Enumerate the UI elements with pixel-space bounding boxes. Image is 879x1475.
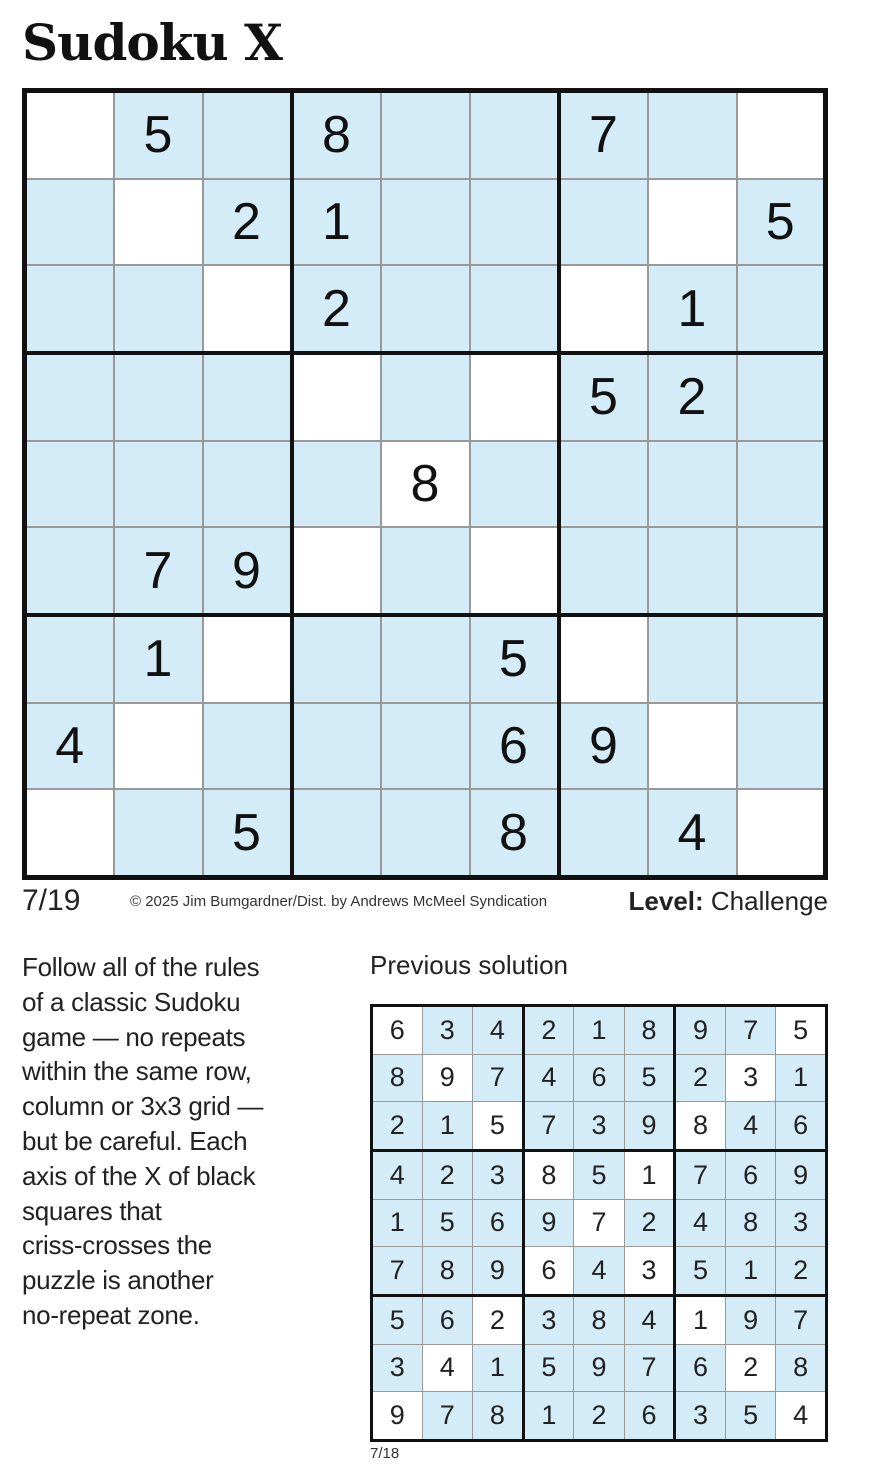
solution-cell: 4: [523, 1054, 574, 1101]
solution-cell: 5: [574, 1150, 625, 1199]
previous-solution-heading: Previous solution: [370, 950, 568, 980]
puzzle-cell[interactable]: [203, 91, 292, 179]
puzzle-cell[interactable]: [381, 265, 470, 353]
solution-cell-row: [372, 1006, 827, 1055]
sudoku-puzzle-grid: [22, 88, 828, 880]
solution-cell: 8: [422, 1247, 473, 1296]
solution-cell: 2: [422, 1150, 473, 1199]
solution-cell: 6: [725, 1150, 776, 1199]
puzzle-cell[interactable]: [737, 353, 826, 441]
puzzle-cell[interactable]: [203, 441, 292, 527]
solution-cell: 3: [574, 1102, 625, 1151]
puzzle-cell[interactable]: [292, 615, 381, 703]
puzzle-cell[interactable]: [470, 91, 559, 179]
puzzle-cell[interactable]: [292, 789, 381, 877]
puzzle-cell[interactable]: [25, 265, 114, 353]
solution-cell: 9: [574, 1344, 625, 1391]
solution-cell: 6: [523, 1247, 574, 1296]
solution-cell-row: [372, 1150, 827, 1199]
puzzle-cell[interactable]: [203, 703, 292, 789]
puzzle-cell[interactable]: [203, 353, 292, 441]
puzzle-cell[interactable]: [203, 615, 292, 703]
solution-cell: 7: [422, 1392, 473, 1441]
previous-solution-date: 7/18: [370, 1445, 400, 1462]
puzzle-cell[interactable]: [737, 265, 826, 353]
solution-cell: 1: [422, 1102, 473, 1151]
solution-cell: 6: [574, 1054, 625, 1101]
puzzle-cell[interactable]: [559, 441, 648, 527]
puzzle-cell-row: [25, 441, 826, 527]
solution-cell: 9: [473, 1247, 524, 1296]
solution-cell: 9: [372, 1392, 423, 1441]
puzzle-cell[interactable]: [381, 703, 470, 789]
solution-cell: 4: [776, 1392, 827, 1441]
puzzle-cell[interactable]: [25, 441, 114, 527]
solution-cell: 1: [473, 1344, 524, 1391]
puzzle-cell[interactable]: [559, 615, 648, 703]
solution-cell: 5: [473, 1102, 524, 1151]
solution-cell: 5: [372, 1295, 423, 1344]
puzzle-cell[interactable]: [114, 179, 203, 265]
solution-cell: 4: [422, 1344, 473, 1391]
solution-cell: 3: [776, 1199, 827, 1246]
puzzle-cell[interactable]: [114, 789, 203, 877]
solution-cell: 4: [473, 1006, 524, 1055]
solution-cell: 8: [372, 1054, 423, 1101]
puzzle-cell[interactable]: [114, 265, 203, 353]
solution-cell: 9: [422, 1054, 473, 1101]
puzzle-cell[interactable]: 4: [648, 789, 737, 877]
puzzle-cell[interactable]: [114, 441, 203, 527]
puzzle-cell[interactable]: 8: [381, 441, 470, 527]
puzzle-date: 7/19: [22, 884, 81, 917]
solution-cell: 5: [422, 1199, 473, 1246]
solution-cell: 9: [523, 1199, 574, 1246]
puzzle-cell-row: [25, 353, 826, 441]
puzzle-cell[interactable]: [470, 353, 559, 441]
solution-cell: 7: [574, 1199, 625, 1246]
solution-cell-row: [372, 1199, 827, 1246]
instructions-text: Follow all of the rules of a classic Sudoku game — no repeats within the same row, column or 3x3 grid — but be careful. Each axis of the X of black squares that criss-crosses the puzzle is another no-repeat zone.: [22, 952, 264, 1330]
solution-cell-row: [372, 1054, 827, 1101]
solution-cell: 3: [675, 1392, 726, 1441]
level-label: Level:: [628, 886, 704, 916]
solution-cell-row: [372, 1392, 827, 1441]
puzzle-cell[interactable]: [381, 179, 470, 265]
puzzle-cell[interactable]: [470, 527, 559, 615]
puzzle-cell[interactable]: 1: [292, 179, 381, 265]
solution-cell: 8: [675, 1102, 726, 1151]
puzzle-cell[interactable]: [737, 789, 826, 877]
puzzle-cell[interactable]: [25, 789, 114, 877]
solution-cell: 2: [675, 1054, 726, 1101]
puzzle-cell[interactable]: 5: [114, 91, 203, 179]
puzzle-cell[interactable]: [559, 179, 648, 265]
solution-cell: 3: [372, 1344, 423, 1391]
puzzle-cell[interactable]: [648, 527, 737, 615]
solution-cell: 4: [574, 1247, 625, 1296]
solution-cell: 7: [776, 1295, 827, 1344]
solution-cell: 1: [725, 1247, 776, 1296]
puzzle-cell[interactable]: [648, 615, 737, 703]
previous-solution-grid: [370, 1004, 828, 1442]
puzzle-cell[interactable]: [292, 527, 381, 615]
solution-cell: 3: [725, 1054, 776, 1101]
puzzle-cell[interactable]: [25, 353, 114, 441]
solution-cell: 8: [776, 1344, 827, 1391]
puzzle-cell[interactable]: [25, 527, 114, 615]
puzzle-cell[interactable]: [648, 703, 737, 789]
puzzle-cell[interactable]: 6: [470, 703, 559, 789]
puzzle-cell[interactable]: 5: [559, 353, 648, 441]
solution-cell: 2: [473, 1295, 524, 1344]
puzzle-cell[interactable]: [737, 527, 826, 615]
solution-cell: 6: [473, 1199, 524, 1246]
puzzle-cell[interactable]: 4: [25, 703, 114, 789]
solution-cell-row: [372, 1102, 827, 1151]
puzzle-cell[interactable]: 2: [292, 265, 381, 353]
puzzle-cell[interactable]: [737, 441, 826, 527]
solution-cell: 5: [523, 1344, 574, 1391]
puzzle-cell[interactable]: 9: [559, 703, 648, 789]
solution-cell: 2: [523, 1006, 574, 1055]
puzzle-cell-row: [25, 91, 826, 179]
solution-cell: 4: [372, 1150, 423, 1199]
puzzle-cell[interactable]: [25, 91, 114, 179]
solution-cell: 3: [523, 1295, 574, 1344]
solution-cell: 1: [523, 1392, 574, 1441]
solution-cell: 6: [422, 1295, 473, 1344]
solution-cell: 4: [725, 1102, 776, 1151]
puzzle-cell[interactable]: 1: [114, 615, 203, 703]
puzzle-cell[interactable]: 7: [559, 91, 648, 179]
puzzle-cell-row: [25, 703, 826, 789]
solution-cell: 8: [725, 1199, 776, 1246]
puzzle-cell[interactable]: 5: [203, 789, 292, 877]
solution-cell: 6: [372, 1006, 423, 1055]
puzzle-cell[interactable]: [381, 527, 470, 615]
solution-cell: 7: [523, 1102, 574, 1151]
puzzle-cell[interactable]: 7: [114, 527, 203, 615]
solution-cell: 1: [372, 1199, 423, 1246]
solution-cell: 7: [372, 1247, 423, 1296]
puzzle-cell[interactable]: [470, 265, 559, 353]
solution-cell: 4: [624, 1295, 675, 1344]
solution-cell: 2: [725, 1344, 776, 1391]
solution-cell: 7: [473, 1054, 524, 1101]
puzzle-cell[interactable]: [648, 91, 737, 179]
puzzle-cell[interactable]: [114, 353, 203, 441]
puzzle-cell[interactable]: [559, 265, 648, 353]
solution-cell: 9: [725, 1295, 776, 1344]
puzzle-cell[interactable]: [559, 527, 648, 615]
puzzle-cell[interactable]: [470, 179, 559, 265]
puzzle-cell[interactable]: [292, 353, 381, 441]
puzzle-cell[interactable]: 1: [648, 265, 737, 353]
solution-cell: 2: [776, 1247, 827, 1296]
puzzle-cell[interactable]: [737, 91, 826, 179]
copyright-notice: © 2025 Jim Bumgardner/Dist. by Andrews McMeel Syndication: [130, 893, 548, 910]
solution-cell: 9: [776, 1150, 827, 1199]
puzzle-title: Sudoku X: [22, 13, 282, 72]
solution-cell: 1: [624, 1150, 675, 1199]
solution-cell: 1: [675, 1295, 726, 1344]
puzzle-cell[interactable]: 8: [292, 91, 381, 179]
solution-cell: 8: [624, 1006, 675, 1055]
solution-cell: 5: [675, 1247, 726, 1296]
puzzle-cell[interactable]: [737, 615, 826, 703]
puzzle-cell[interactable]: [648, 179, 737, 265]
solution-cell: 5: [725, 1392, 776, 1441]
solution-cell: 5: [776, 1006, 827, 1055]
puzzle-cell[interactable]: [381, 789, 470, 877]
solution-cell: 3: [422, 1006, 473, 1055]
solution-cell-row: [372, 1344, 827, 1391]
puzzle-cell-row: [25, 527, 826, 615]
puzzle-cell[interactable]: 2: [203, 179, 292, 265]
puzzle-cell[interactable]: 5: [737, 179, 826, 265]
puzzle-cell-row: [25, 789, 826, 877]
solution-cell: 8: [473, 1392, 524, 1441]
solution-cell: 3: [624, 1247, 675, 1296]
puzzle-cell[interactable]: [381, 353, 470, 441]
solution-cell: 7: [725, 1006, 776, 1055]
solution-cell: 2: [372, 1102, 423, 1151]
solution-cell: 7: [675, 1150, 726, 1199]
solution-cell: 9: [675, 1006, 726, 1055]
solution-cell: 6: [624, 1392, 675, 1441]
puzzle-cell[interactable]: 5: [470, 615, 559, 703]
puzzle-cell-row: [25, 615, 826, 703]
puzzle-cell-row: [25, 179, 826, 265]
solution-cell: 2: [624, 1199, 675, 1246]
solution-cell: 5: [624, 1054, 675, 1101]
puzzle-cell[interactable]: [559, 789, 648, 877]
puzzle-cell[interactable]: [203, 265, 292, 353]
puzzle-cell[interactable]: [292, 703, 381, 789]
solution-cell-row: [372, 1295, 827, 1344]
puzzle-cell[interactable]: [25, 179, 114, 265]
puzzle-cell-row: [25, 265, 826, 353]
puzzle-cell[interactable]: 9: [203, 527, 292, 615]
solution-cell: 8: [523, 1150, 574, 1199]
solution-cell: 1: [574, 1006, 625, 1055]
solution-cell-row: [372, 1247, 827, 1296]
puzzle-cell[interactable]: [470, 441, 559, 527]
solution-cell: 6: [776, 1102, 827, 1151]
puzzle-cell[interactable]: [737, 703, 826, 789]
solution-cell: 6: [675, 1344, 726, 1391]
difficulty-level: [629, 886, 828, 917]
level-value: Challenge: [710, 886, 828, 916]
solution-cell: 8: [574, 1295, 625, 1344]
solution-cell: 4: [675, 1199, 726, 1246]
puzzle-cell[interactable]: [292, 441, 381, 527]
puzzle-cell[interactable]: [381, 91, 470, 179]
solution-cell: 7: [624, 1344, 675, 1391]
puzzle-cell[interactable]: 2: [648, 353, 737, 441]
solution-cell: 1: [776, 1054, 827, 1101]
puzzle-cell[interactable]: [381, 615, 470, 703]
puzzle-cell[interactable]: 8: [470, 789, 559, 877]
puzzle-cell[interactable]: [25, 615, 114, 703]
puzzle-cell[interactable]: [648, 441, 737, 527]
puzzle-cell[interactable]: [114, 703, 203, 789]
solution-cell: 9: [624, 1102, 675, 1151]
solution-cell: 3: [473, 1150, 524, 1199]
solution-cell: 2: [574, 1392, 625, 1441]
